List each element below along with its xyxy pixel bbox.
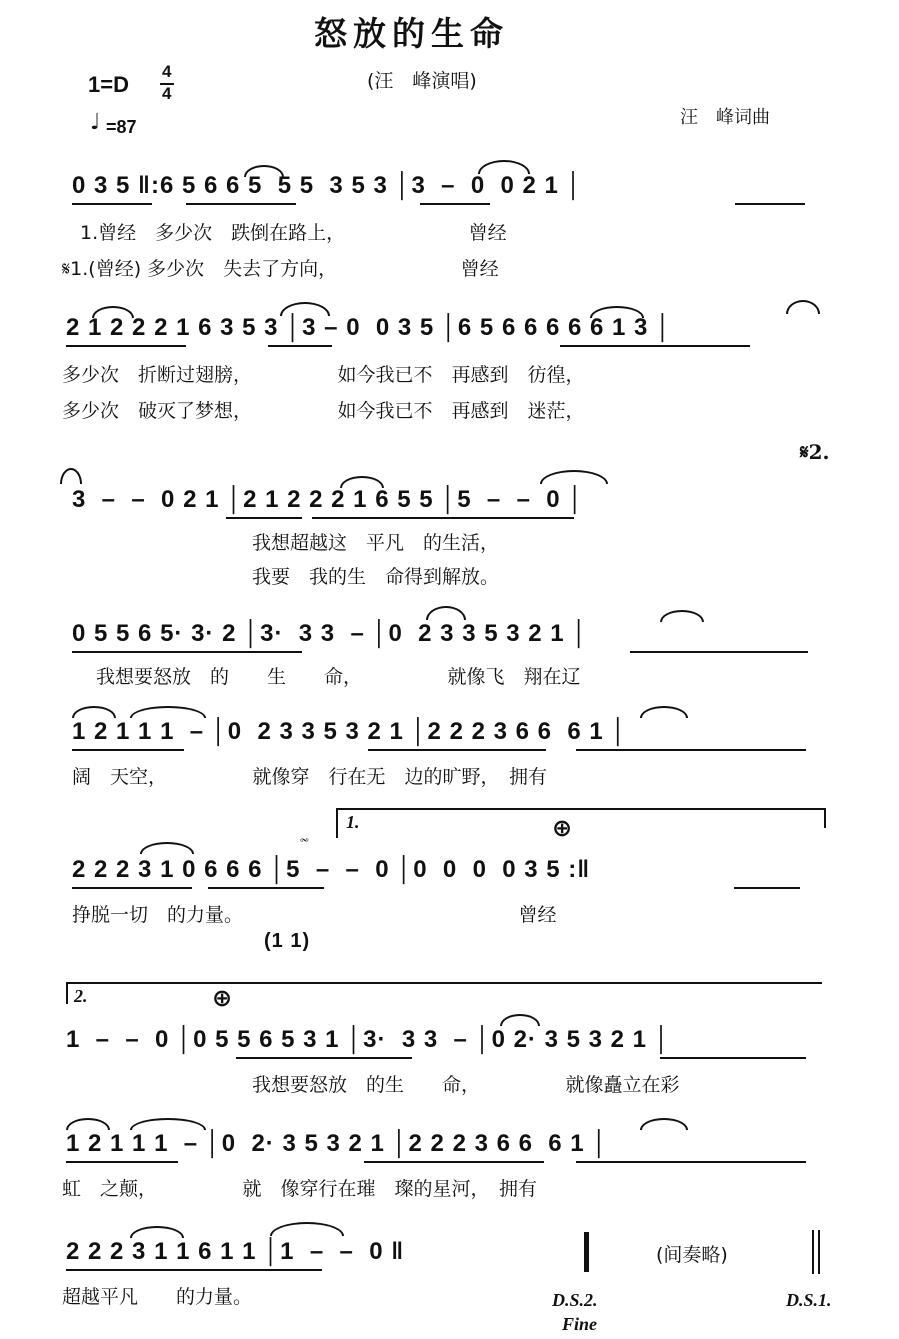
- beam: [66, 345, 186, 347]
- slur: [66, 1118, 110, 1130]
- beam: [72, 887, 192, 889]
- notation-row-3: 3 – – 0 2 1 │2 1 2 2 2 1 6 5 5 │5 – – 0 │: [72, 486, 585, 513]
- notation-row-7: 1 – – 0 │0 5 5 6 5 3 1 │3· 3 3 – │0 2· 3 5 3 2 1 │: [66, 1026, 671, 1053]
- lyrics-row-9: 超越平凡 的力量。: [62, 1286, 253, 1308]
- lyrics-row-1-verse-2: 𝄋1.(曾经) 多少次 失去了方向， 曾经: [62, 258, 499, 280]
- beam: [226, 517, 302, 519]
- ds1-mark: D.S.1.: [786, 1290, 832, 1310]
- beam: [576, 1161, 806, 1163]
- slur: [130, 1118, 206, 1130]
- quarter-note-icon: ♩: [90, 110, 101, 135]
- slur: [72, 706, 116, 718]
- volta-2-label: 2.: [74, 986, 88, 1006]
- credit: 汪 峰词曲: [680, 107, 770, 128]
- slur: [244, 165, 284, 177]
- slur: [130, 1226, 184, 1238]
- volta-1-bracket-left: [336, 808, 338, 838]
- beam: [186, 203, 296, 205]
- volta-2-bracket-left: [66, 982, 68, 1004]
- beam: [364, 1161, 544, 1163]
- time-signature-top: 4: [162, 62, 172, 81]
- volta-1-label: 1.: [346, 812, 360, 832]
- lyrics-row-2-verse-2: 多少次 破灭了梦想， 如今我已不 再感到 迷茫，: [62, 400, 585, 422]
- slur: [426, 606, 466, 620]
- slur: [786, 300, 820, 314]
- slur: [140, 842, 194, 854]
- beam: [72, 749, 184, 751]
- final-barline: [584, 1232, 589, 1272]
- notation-row-9: 2 2 2 3 1 1 6 1 1 │1 – – 0 ‖: [66, 1238, 405, 1265]
- slur: [92, 306, 134, 318]
- beam: [72, 203, 152, 205]
- slur: [500, 1014, 540, 1026]
- beam: [66, 1269, 322, 1271]
- beam: [236, 1057, 412, 1059]
- beam: [734, 887, 800, 889]
- lyrics-row-2-verse-1: 多少次 折断过翅膀， 如今我已不 再感到 彷徨，: [62, 364, 585, 386]
- tempo: =87: [106, 117, 137, 137]
- double-barline: [812, 1230, 814, 1274]
- interlude-note: (间奏略): [656, 1244, 728, 1266]
- notation-row-2: 2 1 2 2 2 1 6 3 5 3 │3 – 0 0 3 5 │6 5 6 6 6 6 6 1 3 │: [66, 314, 673, 341]
- ds2-mark: D.S.2.: [552, 1290, 598, 1310]
- lyrics-row-3-verse-1: 我想超越这 平凡 的生活，: [252, 532, 500, 554]
- fine-mark: Fine: [562, 1314, 598, 1334]
- segno-2-mark: 𝄋2.: [800, 440, 830, 464]
- beam: [560, 345, 750, 347]
- alt-notes: (1 1): [264, 930, 311, 952]
- slur: [640, 706, 688, 718]
- coda-icon: ⊕: [552, 814, 573, 842]
- notation-row-8: 1 2 1 1 1 – │0 2· 3 5 3 2 1 │2 2 2 3 6 6 6 1 │: [66, 1130, 609, 1157]
- notation-row-6: 2 2 2 3 1 0 6 6 6 │5 – – 0 │0 0 0 0 3 5 :‖: [72, 856, 591, 883]
- mordent-icon: 𝆗: [300, 828, 309, 847]
- slur: [660, 610, 704, 622]
- beam: [630, 651, 808, 653]
- beam: [660, 1057, 806, 1059]
- slur: [640, 1118, 688, 1130]
- lyrics-row-5: 阔 天空， 就像穿 行在无 边的旷野， 拥有: [72, 766, 548, 788]
- slur: [590, 306, 644, 318]
- beam: [268, 345, 332, 347]
- double-barline: [818, 1230, 820, 1274]
- lyrics-row-8: 虹 之颠， 就 像穿行在璀 璨的星河， 拥有: [62, 1178, 538, 1200]
- slur: [478, 160, 530, 174]
- beam: [735, 203, 805, 205]
- song-title: 怒放的生命: [314, 14, 509, 53]
- lyrics-row-3-verse-2: 我要 我的生 命得到解放。: [252, 566, 500, 588]
- coda-icon: ⊕: [212, 984, 233, 1012]
- lyrics-row-6: 挣脱一切 的力量。 曾经: [72, 904, 557, 926]
- beam: [420, 203, 490, 205]
- slur: [270, 1222, 344, 1236]
- volta-2-bracket: [66, 982, 822, 984]
- beam: [368, 749, 546, 751]
- notation-row-5: 1 2 1 1 1 – │0 2 3 3 5 3 2 1 │2 2 2 3 6 6 6 1 │: [72, 718, 628, 745]
- lyrics-row-4: 我想要怒放 的 生 命， 就像飞 翔在辽: [96, 666, 581, 688]
- slur: [540, 470, 608, 484]
- notation-row-1: 0 3 5 ‖:6 5 6 6 5 5 5 3 5 3 │3 – 0 0 2 1 │: [72, 172, 583, 199]
- beam: [208, 887, 324, 889]
- notation-row-4: 0 5 5 6 5· 3· 2 │3· 3 3 – │0 2 3 3 5 3 2 1 │: [72, 620, 589, 647]
- beam: [72, 651, 302, 653]
- slur: [130, 706, 206, 718]
- beam: [576, 749, 806, 751]
- performer: (汪 峰演唱): [367, 70, 477, 92]
- lyrics-row-7: 我想要怒放 的生 命， 就像矗立在彩: [252, 1074, 680, 1096]
- slur: [280, 302, 330, 316]
- slur: [60, 468, 82, 484]
- volta-1-bracket-right: [824, 808, 826, 828]
- beam: [312, 517, 574, 519]
- key-signature: 1=D: [88, 72, 129, 97]
- slur: [340, 476, 384, 488]
- lyrics-row-1-verse-1: 1.曾经 多少次 跌倒在路上， 曾经: [80, 222, 507, 244]
- time-signature-bottom: 4: [162, 84, 172, 103]
- beam: [66, 1161, 178, 1163]
- volta-1-bracket: [336, 808, 826, 810]
